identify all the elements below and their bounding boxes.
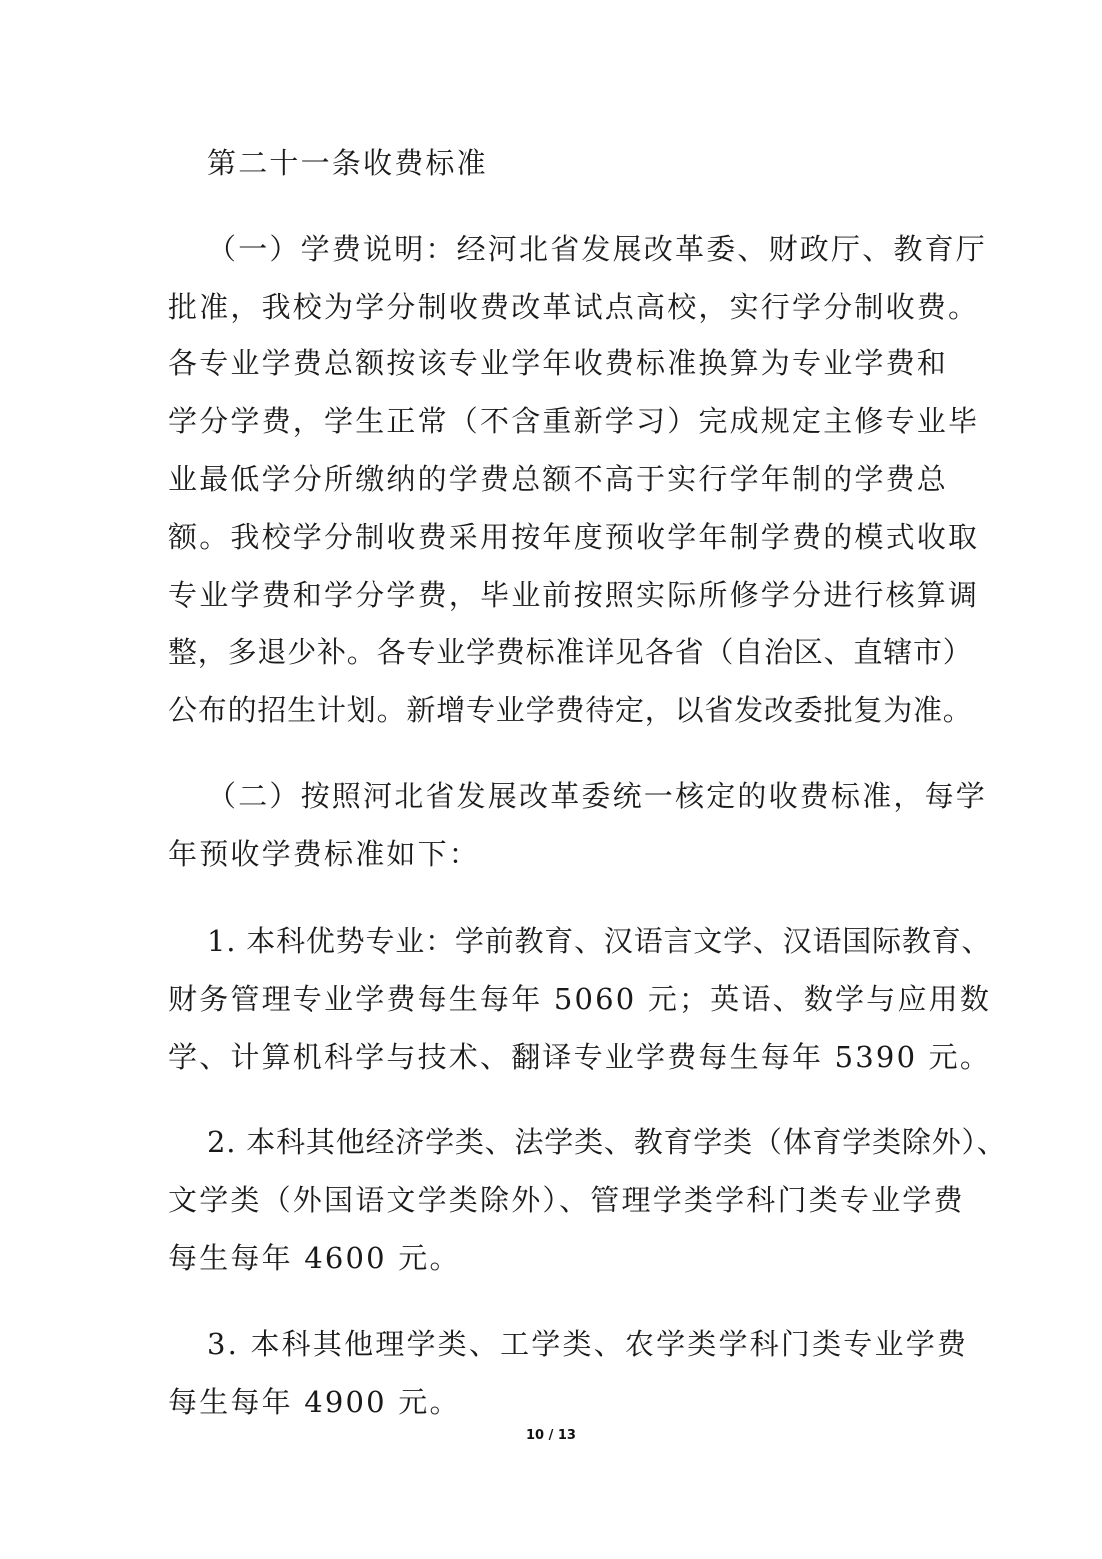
item2-line-3: 每生每年 4600 元。 — [168, 1241, 461, 1275]
section2-line-2: 年预收学费标准如下： — [168, 837, 481, 871]
item2-line-2: 文学类（外国语文学类除外）、管理学类学科门类专业学费 — [168, 1183, 965, 1217]
section2-line-1: （二）按照河北省发展改革委统一核定的收费标准，每学 — [207, 779, 988, 813]
item3-line-1: 3. 本科其他理学类、工学类、农学类学科门类专业学费 — [207, 1327, 969, 1361]
section1-line-9: 公布的招生计划。新增专业学费待定，以省发改委批复为准。 — [168, 693, 973, 727]
item3-line-2: 每生每年 4900 元。 — [168, 1385, 461, 1419]
item2-line-1: 2. 本科其他经济学类、法学类、教育学类（体育学类除外）、 — [207, 1125, 1007, 1159]
section1-line-5: 业最低学分所缴纳的学费总额不高于实行学年制的学费总 — [168, 462, 949, 496]
section1-line-8: 整，多退少补。各专业学费标准详见各省（自治区、直辖市） — [168, 635, 973, 669]
section1-line-4: 学分学费，学生正常（不含重新学习）完成规定主修专业毕 — [168, 404, 980, 438]
section1-line-3: 各专业学费总额按该专业学年收费标准换算为专业学费和 — [168, 346, 949, 380]
section1-line-6: 额。我校学分制收费采用按年度预收学年制学费的模式收取 — [168, 520, 980, 554]
section1-line-7: 专业学费和学分学费，毕业前按照实际所修学分进行核算调 — [168, 578, 980, 612]
section1-line-2: 批准，我校为学分制收费改革试点高校，实行学分制收费。 — [168, 290, 980, 324]
article-heading: 第二十一条收费标准 — [207, 146, 488, 180]
item1-line-2: 财务管理专业学费每生每年 5060 元；英语、数学与应用数 — [168, 982, 992, 1016]
section1-line-1: （一）学费说明：经河北省发展改革委、财政厅、教育厅 — [207, 232, 988, 266]
page-number: 10 / 13 — [526, 1428, 576, 1443]
item1-line-3: 学、计算机科学与技术、翻译专业学费每生每年 5390 元。 — [168, 1040, 992, 1074]
item1-line-1: 1. 本科优势专业：学前教育、汉语言文学、汉语国际教育、 — [207, 924, 992, 958]
